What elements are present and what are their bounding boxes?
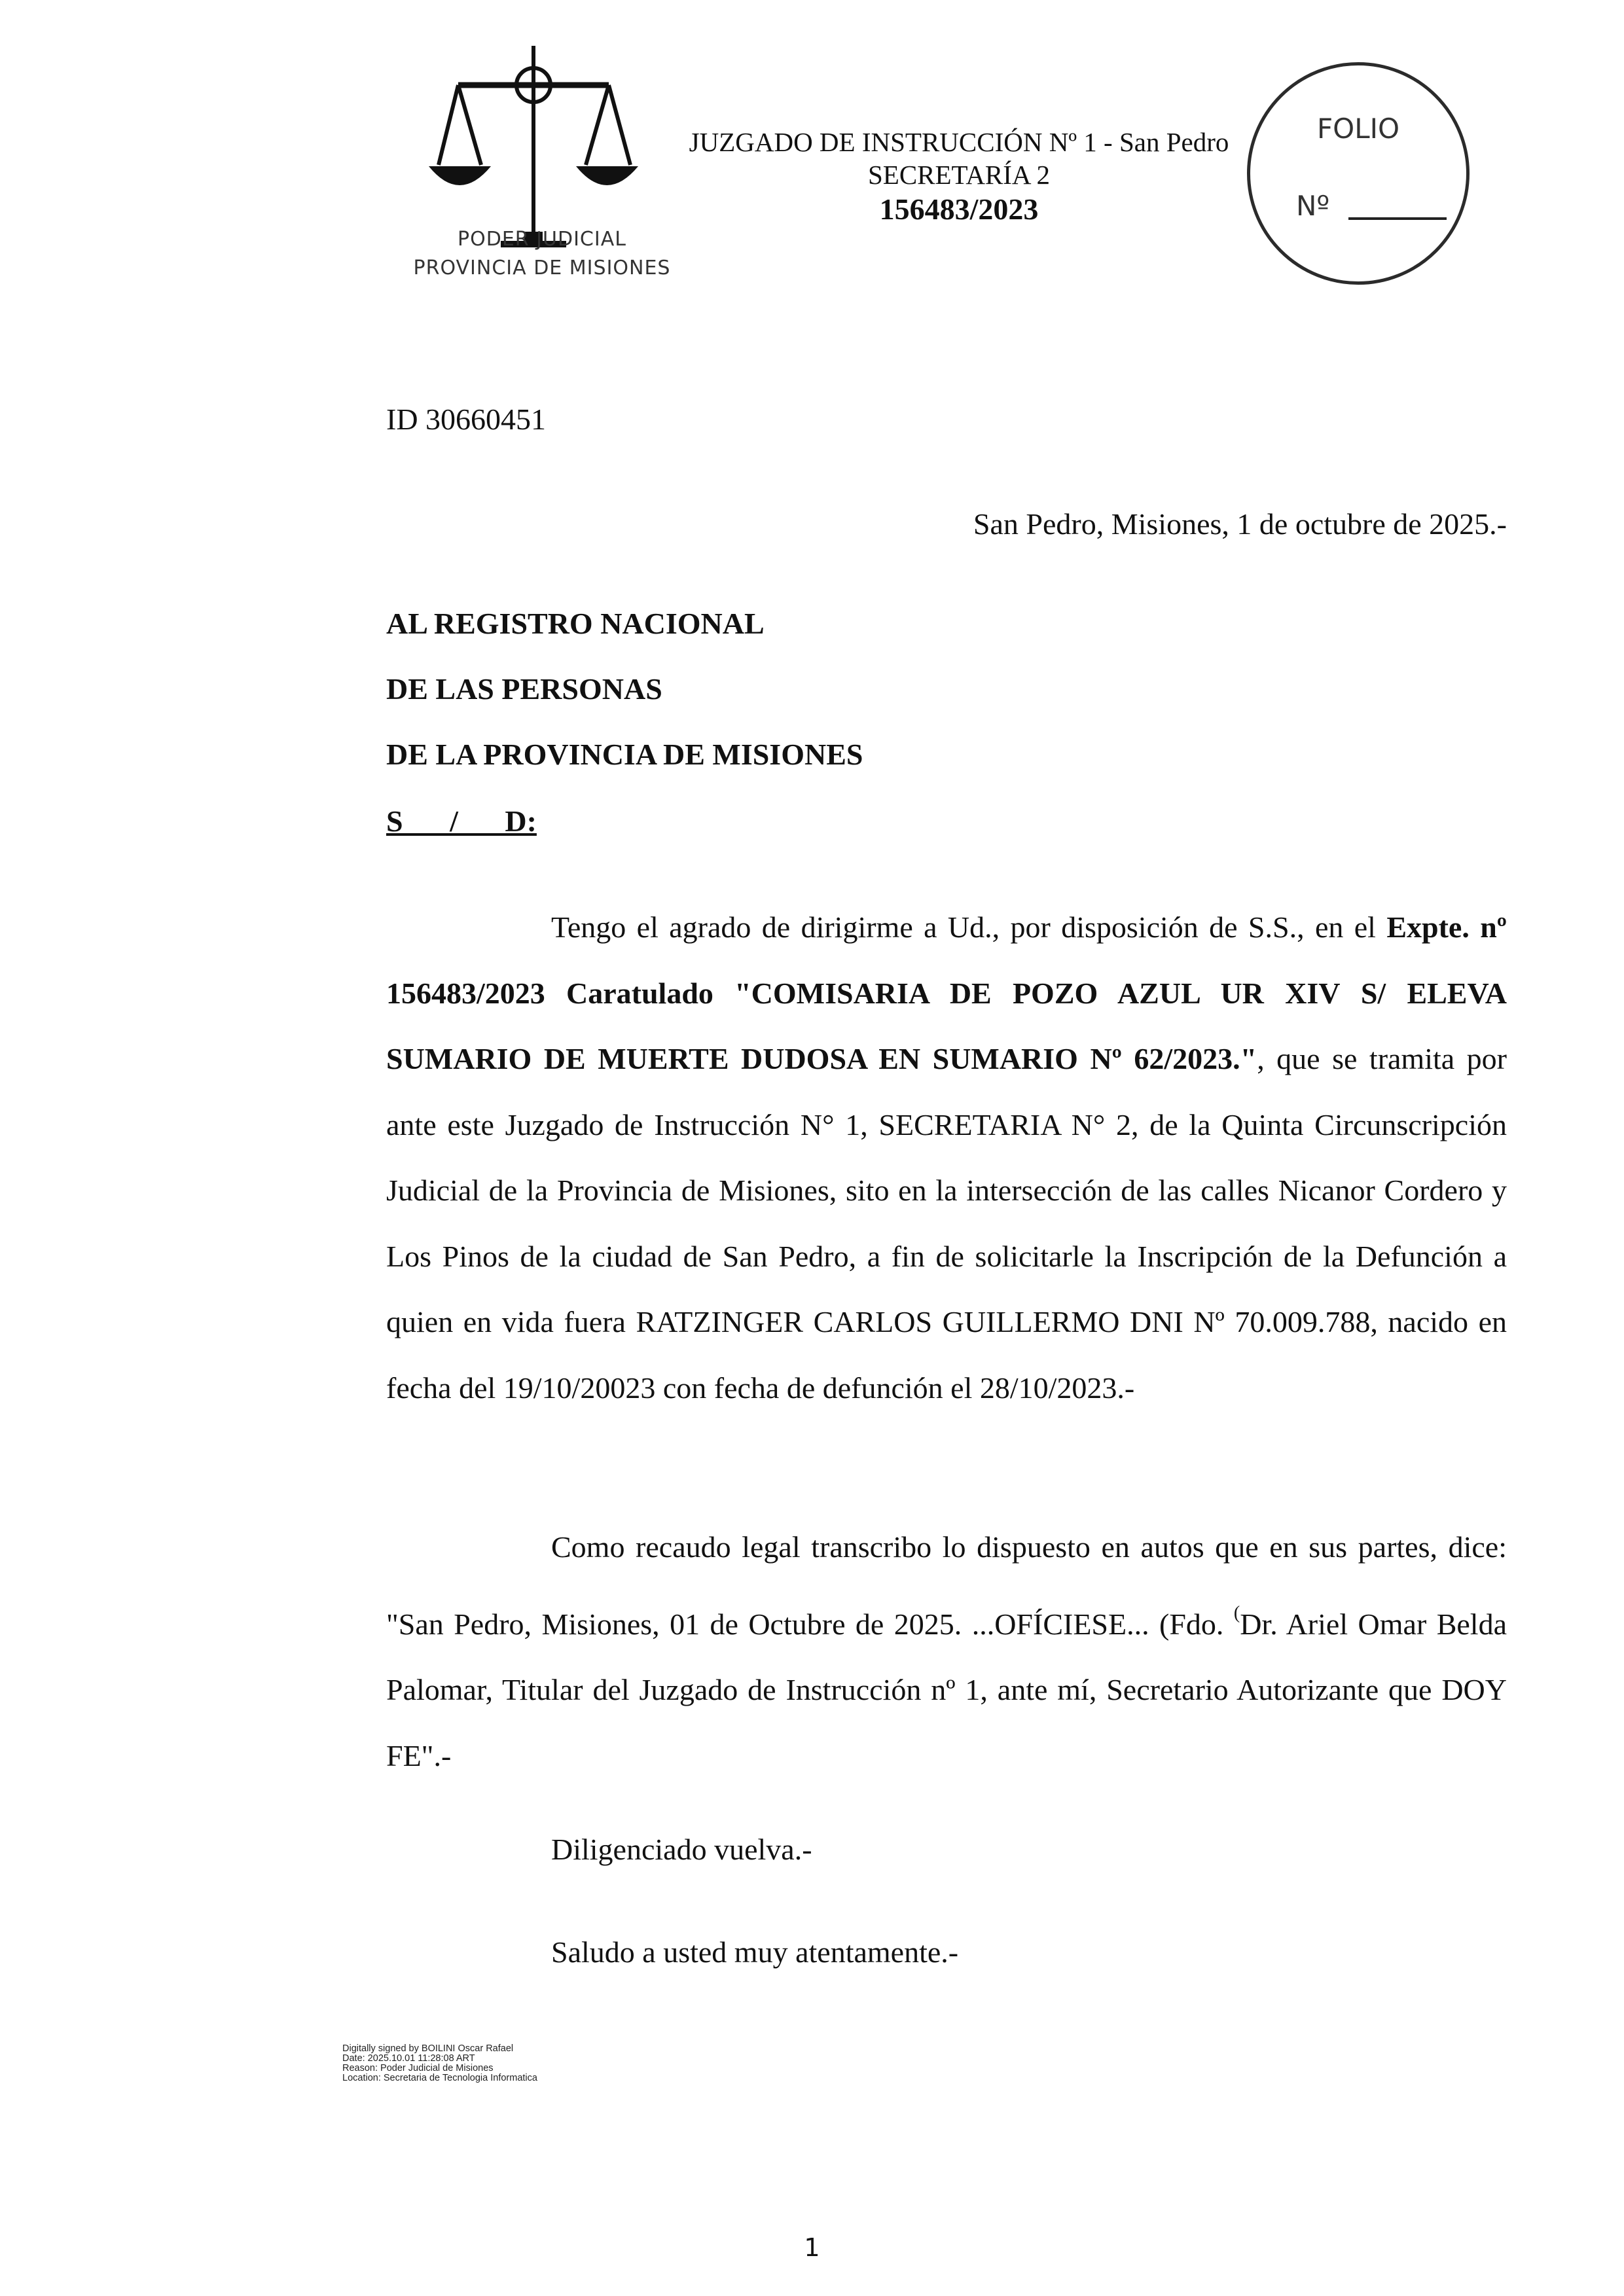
folio-stamp [1247,62,1470,285]
addressee-line-1: AL REGISTRO NACIONAL [386,607,765,640]
page-number: 1 [804,2233,820,2262]
body-paragraph-2 [386,1515,1507,1789]
addressee-line-3: DE LA PROVINCIA DE MISIONES [386,738,863,771]
document-id: ID 30660451 [386,403,547,436]
folio-number-label: Nº [1296,190,1330,222]
logo-text-line1: PODER JUDICIAL [458,228,626,251]
signature-reason: Reason: Poder Judicial de Misiones [342,2063,494,2073]
closing-diligenciado: Diligenciado vuelva.- [551,1833,812,1866]
court-name: JUZGADO DE INSTRUCCIÓN Nº 1 - San Pedro [689,127,1229,157]
folio-label: FOLIO [1317,113,1400,145]
secretaria: SECRETARÍA 2 [867,160,1051,190]
addressee-line-2: DE LAS PERSONAS [386,672,662,706]
case-caption: Expte. nº 156483/2023 Caratulado "COMISARIA DE POZO AZUL UR XIV S/ ELEVA SUMARIO DE MUERTE DUDOSA EN SUMARIO Nº 62/2023." [386,910,1507,1075]
paragraph1-rest: , que se tramita por ante este Juzgado de Instrucción N° 1, SECRETARIA N° 2, de la Quinta Circunscripción Judicial de la Provincia de Misiones, sito en la intersección de las calles Nicanor Cordero y Los Pinos de la ciudad de San Pedro, a fin de solicitarle la Inscripción de la Defunción a quien en vida fuera RATZINGER CARLOS GUILLERMO DNI Nº 70.009.788, nacido en fecha del 19/10/20023 con fecha de defunción el 28/10/2023.- [386,1042,1507,1405]
body-paragraph-1 [386,895,1507,1421]
court-heading [655,126,1263,228]
paragraph1-intro: Tengo el agrado de dirigirme a Ud., por disposición de S.S., en el [551,910,1387,944]
paragraph2-before: Como recaudo legal transcribo lo dispuesto en autos que en sus partes, dice: "San Pedro, Misiones, 01 de Octubre de 2025. ...OFÍCIESE... (Fdo. [386,1530,1507,1641]
digital-signature-block [342,2044,578,2083]
signature-signer: Digitally signed by BOILINI Oscar Rafael [342,2043,514,2054]
document-date: San Pedro, Misiones, 1 de octubre de 2025.- [973,507,1507,541]
closing-saludo: Saludo a usted muy atentamente.- [551,1935,959,1969]
logo-text-line2: PROVINCIA DE MISIONES [413,257,671,279]
scales-of-justice-icon [403,41,677,289]
signature-date: Date: 2025.10.01 11:28:08 ART [342,2053,475,2064]
salutation: S / D: [386,804,537,838]
paragraph2-mark: ( [1233,1602,1240,1623]
signature-location: Location: Secretaria de Tecnologia Informatica [342,2073,537,2083]
paragraph2-after: Dr. Ariel Omar Belda Palomar, Titular del Juzgado de Instrucción nº 1, ante mí, Secretario Autorizante que DOY FE".- [386,1607,1507,1772]
case-number: 156483/2023 [879,192,1039,226]
folio-number-blank [1348,217,1447,220]
